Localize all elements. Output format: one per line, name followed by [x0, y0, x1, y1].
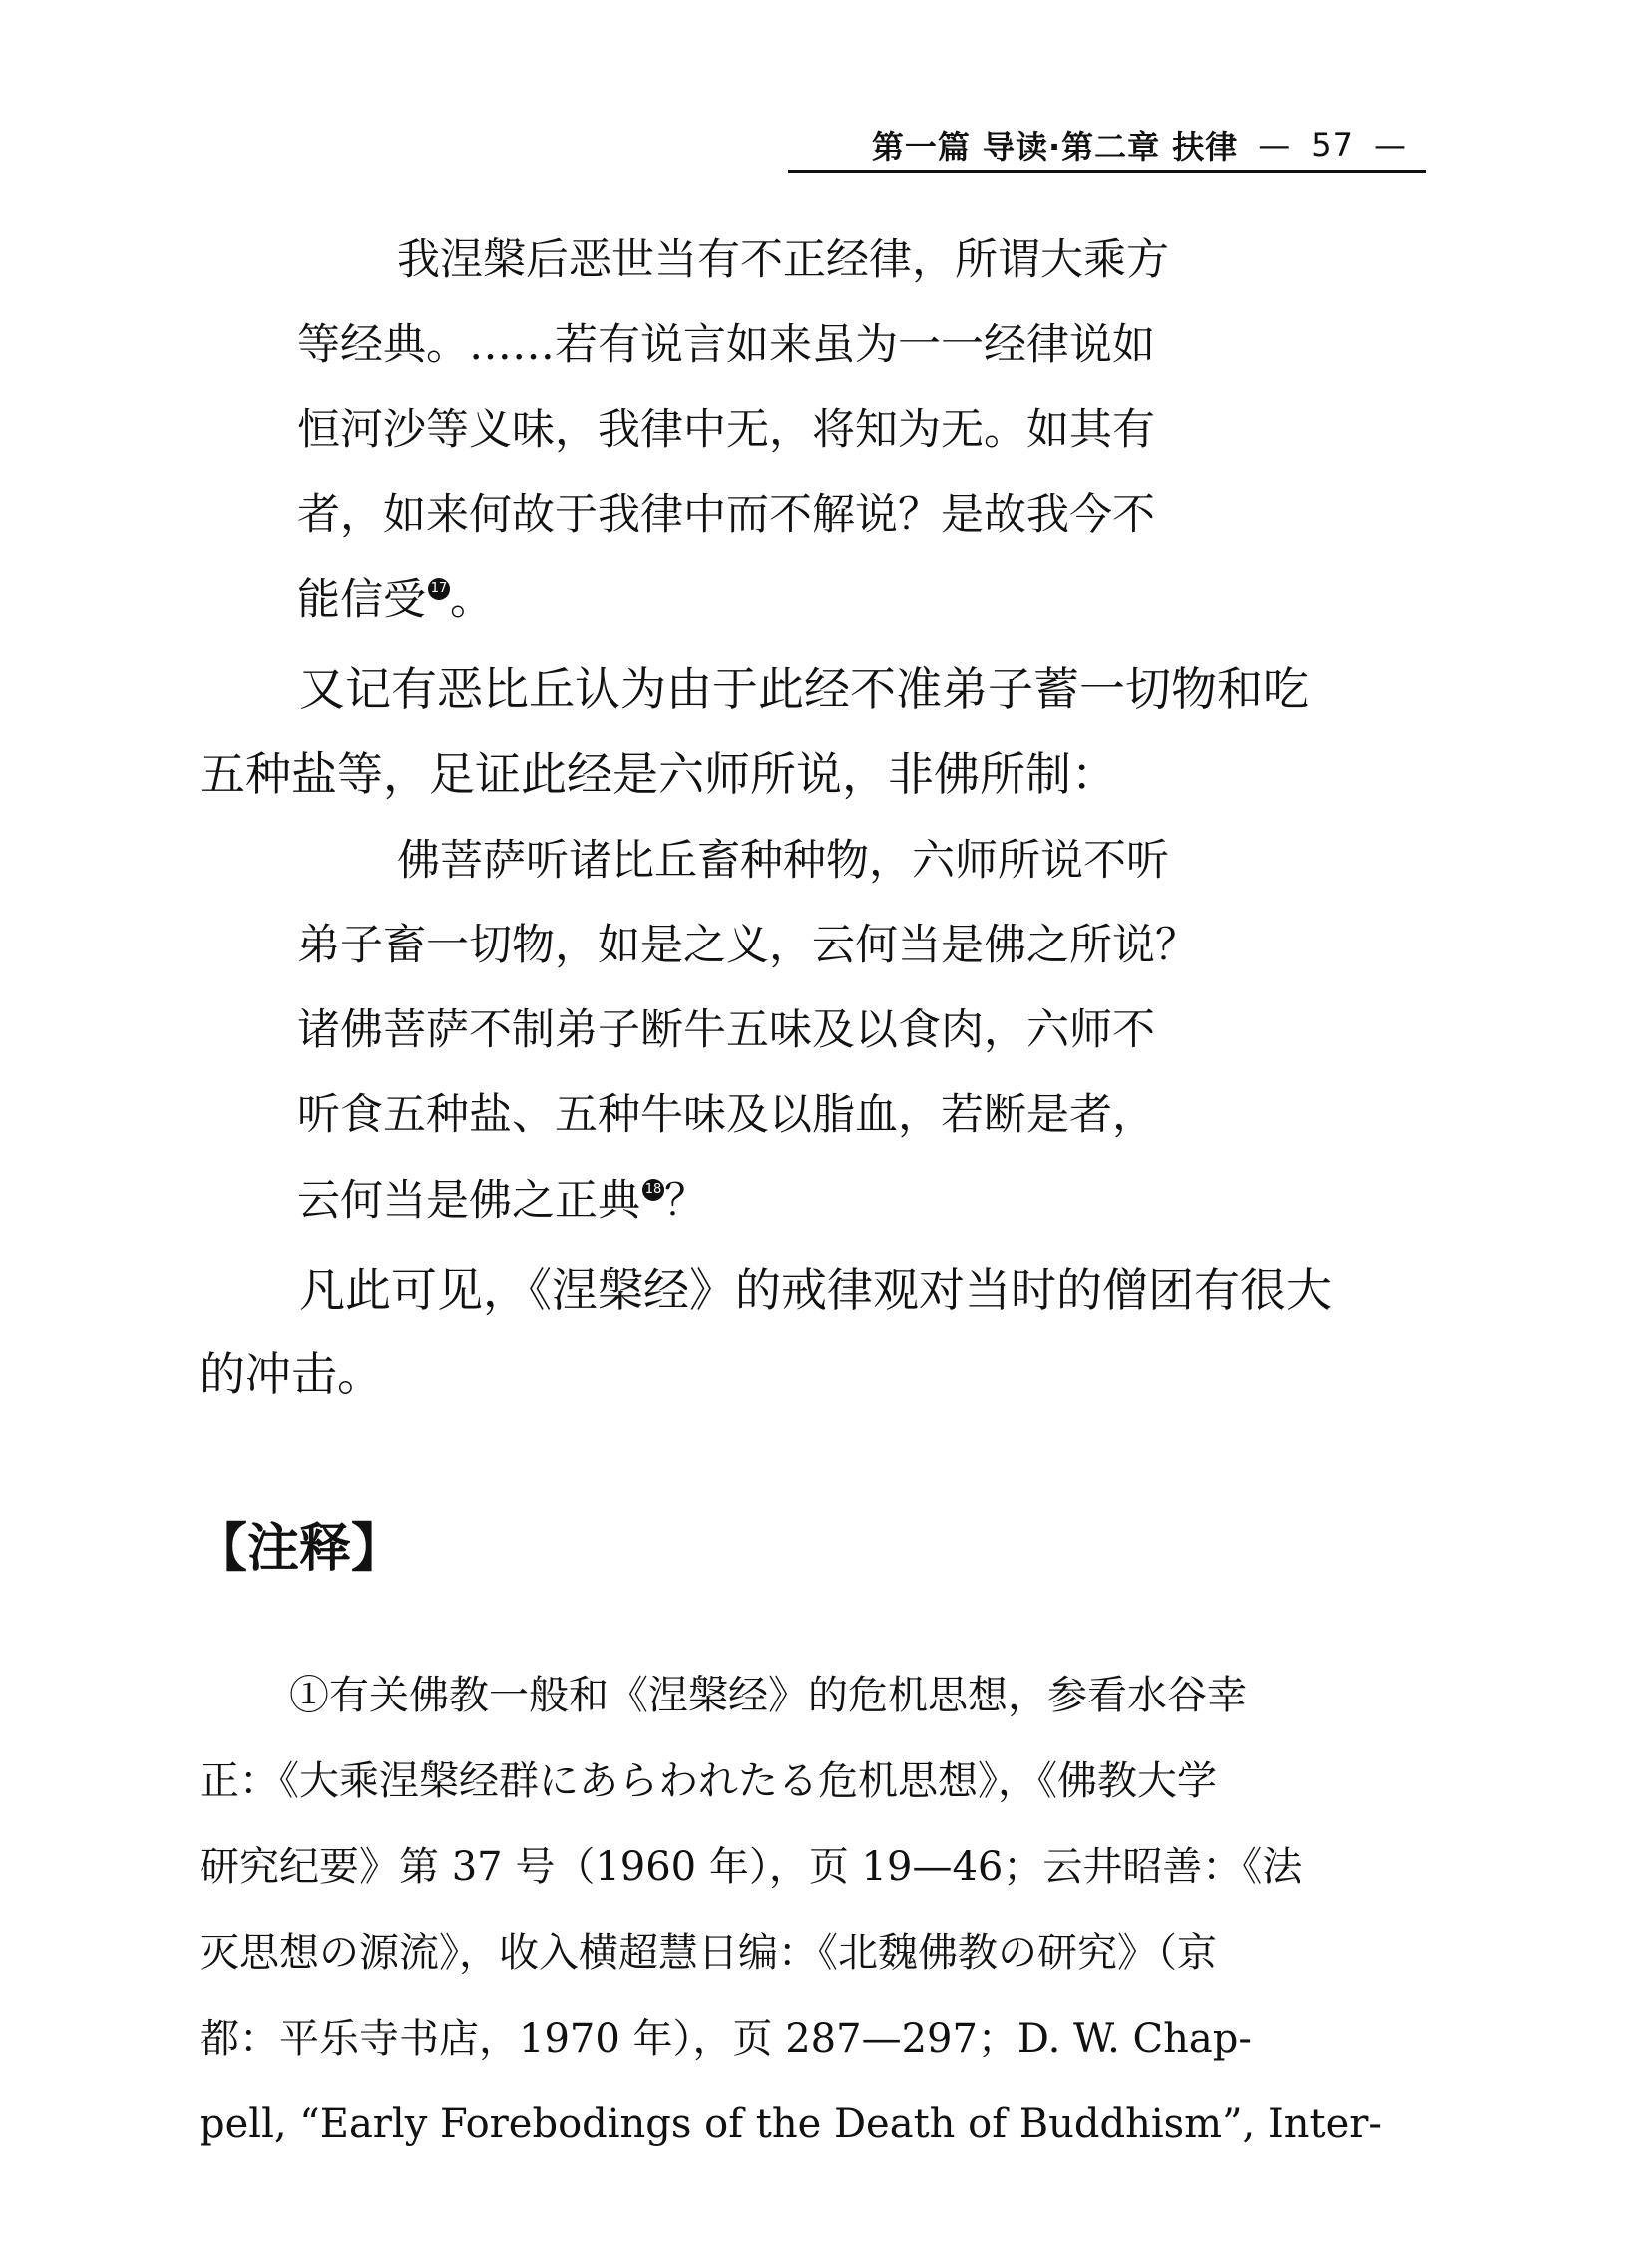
footnote-line: 正：《大乘涅槃经群にあらわれたる危机思想》，《佛教大学	[200, 1758, 1217, 1804]
quote-end-punct: 。	[450, 575, 493, 625]
quote-line: 弟子畜一切物，如是之义，云何当是佛之所说？	[297, 921, 1198, 970]
quote-line: 佛菩萨听诸比丘畜种种物，六师所说不听	[397, 836, 1169, 886]
footnote-line: ①有关佛教一般和《涅槃经》的危机思想，参看水谷幸	[289, 1673, 1247, 1718]
running-head	[788, 118, 1426, 172]
quote-line: 诸佛菩萨不制弟子断牛五味及以食肉，六师不	[297, 1005, 1155, 1055]
paragraph-line: 又记有恶比丘认为由于此经不准弟子蓄一切物和吃	[299, 662, 1309, 716]
page-number: 57	[1311, 126, 1354, 164]
quote-line-last	[297, 1176, 707, 1226]
footnote-mark: 18	[642, 1179, 664, 1201]
quote-line-last	[297, 575, 493, 625]
quote-line: 者，如来何故于我律中而不解说？是故我今不	[297, 490, 1155, 540]
quote-text: 能信受	[297, 575, 426, 625]
footnote-line: 灭思想の源流》，收入横超慧日编：《北魏佛教の研究》（京	[200, 1930, 1217, 1976]
paragraph-line: 凡此可见，《涅槃经》的戒律观对当时的僧团有很大	[299, 1263, 1332, 1317]
header-rule	[788, 170, 1426, 173]
footnote-line: 都：平乐寺书店，1970 年），页 287—297；D. W. Chap-	[200, 2016, 1252, 2062]
paragraph-line: 的冲击。	[200, 1347, 383, 1401]
quote-line: 我涅槃后恶世当有不正经律，所谓大乘方	[397, 235, 1169, 285]
running-head-section: 第一篇 导读·第二章 扶律	[871, 128, 1239, 166]
quote-line: 恒河沙等义味，我律中无，将知为无。如其有	[297, 405, 1155, 455]
running-head-dash-left: —	[1258, 126, 1292, 164]
footnote-line: 研究纪要》第 37 号（1960 年），页 19—46；云井昭善：《法	[200, 1844, 1303, 1890]
quote-line: 听食五种盐、五种牛味及以脂血，若断是者，	[297, 1090, 1155, 1140]
quote-line: 等经典。……若有说言如来虽为一一经律说如	[297, 320, 1155, 370]
running-head-dash-right: —	[1374, 126, 1407, 164]
paragraph-line: 五种盐等，足证此经是六师所说，非佛所制：	[200, 747, 1117, 801]
quote-text: 云何当是佛之正典	[297, 1176, 640, 1226]
quote-end-punct: ？	[664, 1176, 707, 1226]
footnote-mark: 17	[428, 578, 450, 600]
footnote-line: pell, “Early Forebodings of the Death of Buddhism”, Inter-	[200, 2101, 1382, 2147]
notes-heading: 【注释】	[196, 1519, 404, 1579]
